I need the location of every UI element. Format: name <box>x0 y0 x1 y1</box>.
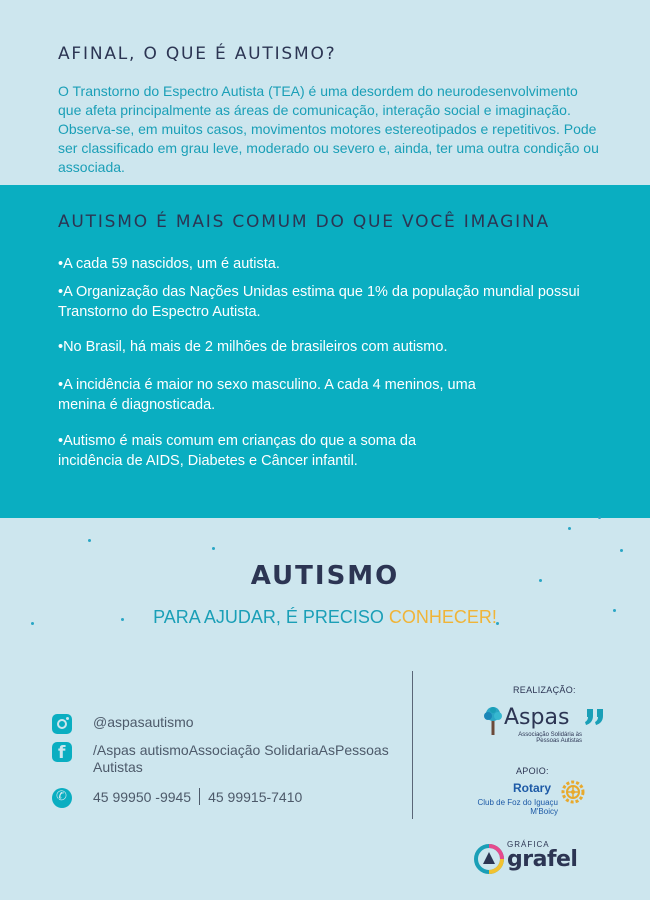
intro-text: O Transtorno do Espectro Autista (TEA) é uma desordem do neurodesenvolvimento que afeta principalmente as áreas de comunicação, interação social e imaginação. Observa-se, em muitos casos, movimentos motores estereotipados e repetitivos. Pode ser classificado em grau leve, moderado ou severo e, ainda, ter uma outra condição ou associada. <box>58 83 599 175</box>
whatsapp-contact[interactable] <box>52 788 302 808</box>
printer-name: grafel <box>507 847 578 872</box>
facebook-page: /Aspas autismoAssociação SolidariaAsPessoas Autistas <box>93 742 389 775</box>
phone-divider <box>199 788 200 805</box>
slogan-main: PARA AJUDAR, É PRECISO <box>153 607 389 627</box>
whatsapp-icon: ✆ <box>52 788 72 808</box>
campaign-section <box>0 518 650 900</box>
slogan-highlight: CONHECER! <box>388 607 497 627</box>
grafel-logo <box>474 840 594 876</box>
fact-item: •No Brasil, há mais de 2 milhões de brasileiros com autismo. <box>58 339 448 355</box>
facebook-icon: f <box>52 742 72 762</box>
fact-item: •A incidência é maior no sexo masculino. A cada 4 meninos, uma menina é diagnosticada. <box>58 377 476 413</box>
fact-item: •A cada 59 nascidos, um é autista. <box>58 256 280 272</box>
fact-item: •Autismo é mais comum em crianças do que a soma da incidência de AIDS, Diabetes e Câncer infantil. <box>58 433 417 469</box>
rotary-logo <box>470 780 590 824</box>
instagram-contact[interactable] <box>52 714 194 734</box>
rotary-gear-icon <box>561 780 585 804</box>
rotary-name: Rotary <box>513 781 552 795</box>
facts-title: AUTISMO É MAIS COMUM DO QUE VOCÊ IMAGINA <box>58 212 550 232</box>
phone-numbers <box>93 788 302 806</box>
facebook-contact[interactable] <box>52 742 393 776</box>
tree-icon <box>482 705 504 737</box>
campaign-title: AUTISMO <box>250 561 400 591</box>
fact-item: •A Organização das Nações Unidas estima que 1% da população mundial possui Transtorno do Espectro Autista. <box>58 284 580 320</box>
printer-label: GRÁFICA <box>507 840 550 849</box>
divider-line <box>412 671 413 819</box>
aspas-subtitle: Associação Solidária às Pessoas Autistas <box>518 732 582 744</box>
grafel-logo-icon <box>474 844 504 874</box>
aspas-name: Aspas <box>504 705 570 730</box>
decor-dot <box>598 516 601 519</box>
aspas-logo <box>482 705 612 745</box>
decor-dot <box>568 527 571 530</box>
phone-2: 45 99915-7410 <box>208 789 303 805</box>
campaign-slogan <box>0 607 650 628</box>
decor-dot <box>620 549 623 552</box>
decor-dot <box>88 539 91 542</box>
instagram-handle: @aspasautismo <box>93 714 194 730</box>
quote-mark-icon <box>585 709 607 725</box>
rotary-club: Club de Foz do Iguaçu M'Boicy <box>477 798 558 816</box>
phone-1: 45 99950 -9945 <box>93 789 192 805</box>
decor-dot <box>212 547 215 550</box>
realizacao-label: REALIZAÇÃO: <box>513 685 576 695</box>
intro-section <box>0 0 650 185</box>
intro-title: AFINAL, O QUE É AUTISMO? <box>58 44 337 64</box>
facts-section <box>0 185 650 518</box>
instagram-icon <box>52 714 72 734</box>
apoio-label: APOIO: <box>516 766 549 776</box>
